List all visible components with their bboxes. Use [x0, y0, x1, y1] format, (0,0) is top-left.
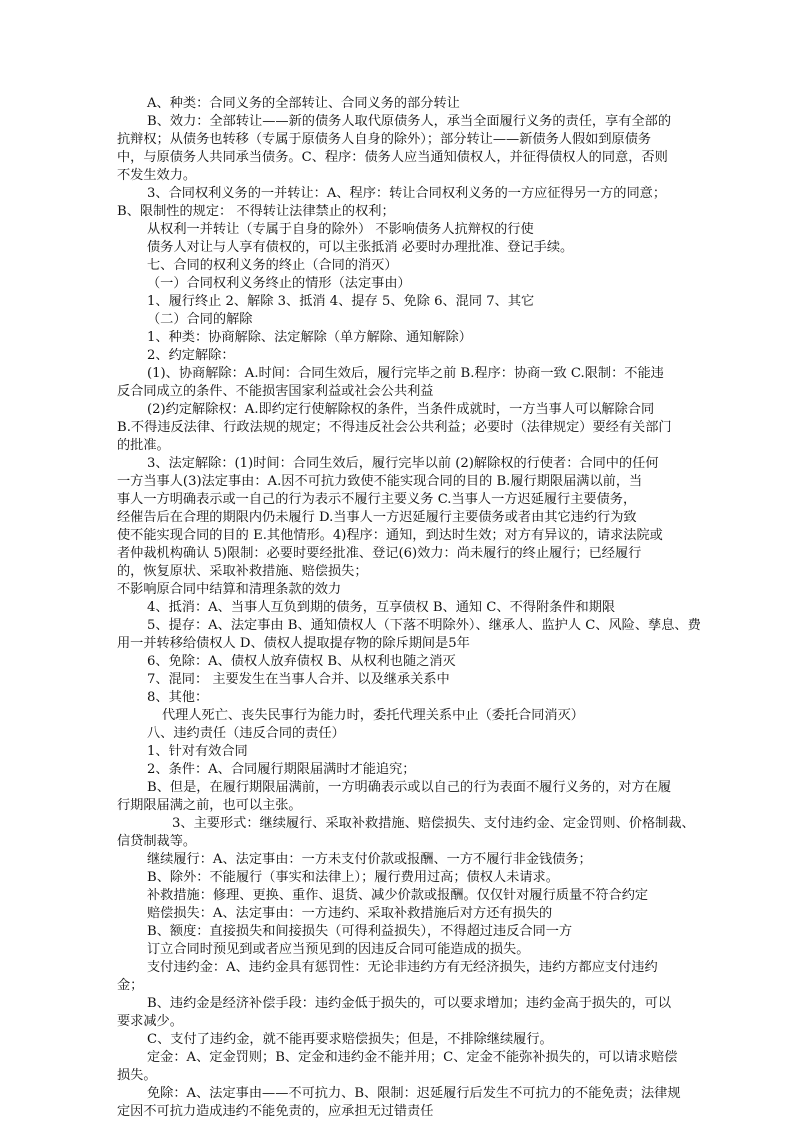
- text-line: C、支付了违约金，就不能再要求赔偿损失；但是，不排除继续履行。: [147, 1032, 553, 1047]
- text-line: 2、条件：A、合同履行期限届满时才能追究；: [147, 762, 416, 777]
- text-line: 使不能实现合同的目的 E.其他情形。4)程序：通知，到达时生效；对方有异议的，请求法院或: [117, 528, 663, 543]
- text-line: 免除：A、法定事由——不可抗力、B、限制：迟延履行后发生不可抗力的不能免责；法律规: [147, 1086, 681, 1101]
- text-line: 2、约定解除：: [147, 348, 235, 363]
- text-line: B.不得违反法律、行政法规的规定；不得违反社会公共利益；必要时（法律规定）要经有关部门: [117, 420, 672, 435]
- subsection-heading: （二）合同的解除: [147, 312, 253, 327]
- text-line: 1、种类：协商解除、法定解除（单方解除、通知解除）: [147, 330, 472, 345]
- text-line: 金；: [117, 978, 144, 993]
- text-line: 定因不可抗力造成违约不能免责的，应承担无过错责任: [117, 1104, 434, 1119]
- text-line: 债务人对让与人享有债权的，可以主张抵消 必要时办理批准、登记手续。: [147, 240, 574, 255]
- text-line: 继续履行：A、法定事由：一方未支付价款或报酬、一方不履行非金钱债务；: [147, 852, 592, 867]
- text-line: 7、混同： 主要发生在当事人合并、以及继承关系中: [147, 672, 450, 687]
- text-line: 信贷制裁等。: [117, 834, 197, 849]
- text-line: 要求减少。: [117, 1014, 183, 1029]
- text-line: 5、提存：A、法定事由 B、通知债权人（下落不明除外）、继承人、监护人 C、风险、孳息、费: [147, 618, 701, 633]
- text-line: 一方当事人(3)法定事由：A.因不可抗力致使不能实现合同的目的 B.履行期限届满以前，当: [117, 474, 643, 489]
- text-line: 3、合同权利义务的一并转让：A、程序：转让合同权利义务的一方应征得另一方的同意；: [147, 186, 667, 201]
- text-line: 的，恢复原状、采取补救措施、赔偿损失；: [117, 564, 368, 579]
- text-line: 不影响原合同中结算和清理条款的效力: [117, 582, 342, 597]
- text-line: 4、抵消：A、当事人互负到期的债务，互享债权 B、通知 C、不得附条件和期限: [147, 600, 616, 615]
- text-line: B、但是，在履行期限届满前，一方明确表示或以自己的行为表面不履行义务的，对方在履: [147, 780, 671, 795]
- text-line: 8、其他：: [147, 690, 209, 705]
- text-line: 经催告后在合理的期限内仍未履行 D.当事人一方迟延履行主要债务或者由其它违约行为致: [117, 510, 637, 525]
- text-line: 中，与原债务人共同承当债务。C、程序：债务人应当通知债权人，并征得债权人的同意，否则: [117, 150, 668, 165]
- text-line: A、种类：合同义务的全部转让、合同义务的部分转让: [147, 96, 460, 111]
- section-heading: 七、合同的权利义务的终止（合同的消灭）: [147, 258, 398, 273]
- text-line: B、额度：直接损失和间接损失（可得利益损失），不得超过违反合同一方: [147, 924, 573, 939]
- text-line: (2)约定解除权：A.即约定行使解除权的条件，当条件成就时，一方当事人可以解除合同: [147, 402, 655, 417]
- text-line: 不发生效力。: [117, 168, 197, 183]
- subsection-heading: （一）合同权利义务终止的情形（法定事由）: [147, 276, 411, 291]
- text-line: 的批准。: [117, 438, 170, 453]
- text-line: B、限制性的规定： 不得转让法律禁止的权利；: [117, 204, 395, 219]
- text-line: 用一并转移给债权人 D、债权人提取提存物的除斥期间是5年: [117, 636, 470, 651]
- text-line: 反合同成立的条件、不能损害国家利益或社会公共利益: [117, 384, 434, 399]
- text-line: 者仲裁机构确认 5)限制：必要时要经批准、登记(6)效力：尚未履行的终止履行；已经履行: [117, 546, 642, 561]
- text-line: 补救措施：修理、更换、重作、退货、减少价款或报酬。仅仅针对履行质量不符合约定: [147, 888, 649, 903]
- text-line: 代理人死亡、丧失民事行为能力时，委托代理关系中止（委托合同消灭）: [162, 708, 584, 723]
- section-heading: 八、违约责任（违反合同的责任）: [147, 726, 345, 741]
- text-line: 事人一方明确表示或一自己的行为表示不履行主要义务 C.当事人一方迟延履行主要债务，: [117, 492, 637, 507]
- text-line: 3、法定解除：(1)时间：合同生效后，履行完毕以前 (2)解除权的行使者：合同中的任何: [147, 456, 659, 471]
- text-line: (1)、协商解除：A.时间：合同生效后，履行完毕之前 B.程序：协商一致 C.限制：不能违: [147, 366, 664, 381]
- text-line: 定金：A、定金罚则；B、定金和违约金不能并用；C、定金不能弥补损失的，可以请求赔偿: [147, 1050, 678, 1065]
- text-line: 从权利一并转让（专属于自身的除外） 不影响债务人抗辩权的行使: [147, 222, 534, 237]
- text-line: 订立合同时预见到或者应当预见到的因违反合同可能造成的损失。: [147, 942, 530, 957]
- text-line: 抗辩权；从债务也转移（专属于原债务人自身的除外）；部分转让——新债务人假如到原债务: [117, 132, 652, 147]
- text-line: B、除外：不能履行（事实和法律上）；履行费用过高；债权人未请求。: [147, 870, 559, 885]
- text-line: 支付违约金：A、违约金具有惩罚性：无论非违约方有无经济损失，违约方都应支付违约: [147, 960, 658, 975]
- text-line: B、效力：全部转让——新的债务人取代原债务人，承当全面履行义务的责任，享有全部的: [147, 114, 672, 129]
- text-line: 行期限届满之前，也可以主张。: [117, 798, 302, 813]
- text-line: 3、主要形式：继续履行、采取补救措施、赔偿损失、支付违约金、定金罚则、价格制裁、: [172, 816, 695, 831]
- text-line: 1、针对有效合同: [147, 744, 248, 759]
- text-line: 赔偿损失：A、法定事由：一方违约、采取补救措施后对方还有损失的: [147, 906, 553, 921]
- text-line: 损失。: [117, 1068, 157, 1083]
- text-line: 1、履行终止 2、解除 3、抵消 4、提存 5、免除 6、混同 7、其它: [147, 294, 535, 309]
- text-line: B、违约金是经济补偿手段：违约金低于损失的，可以要求增加；违约金高于损失的，可以: [147, 996, 671, 1011]
- text-line: 6、免除：A、债权人放弃债权 B、从权利也随之消灭: [147, 654, 456, 669]
